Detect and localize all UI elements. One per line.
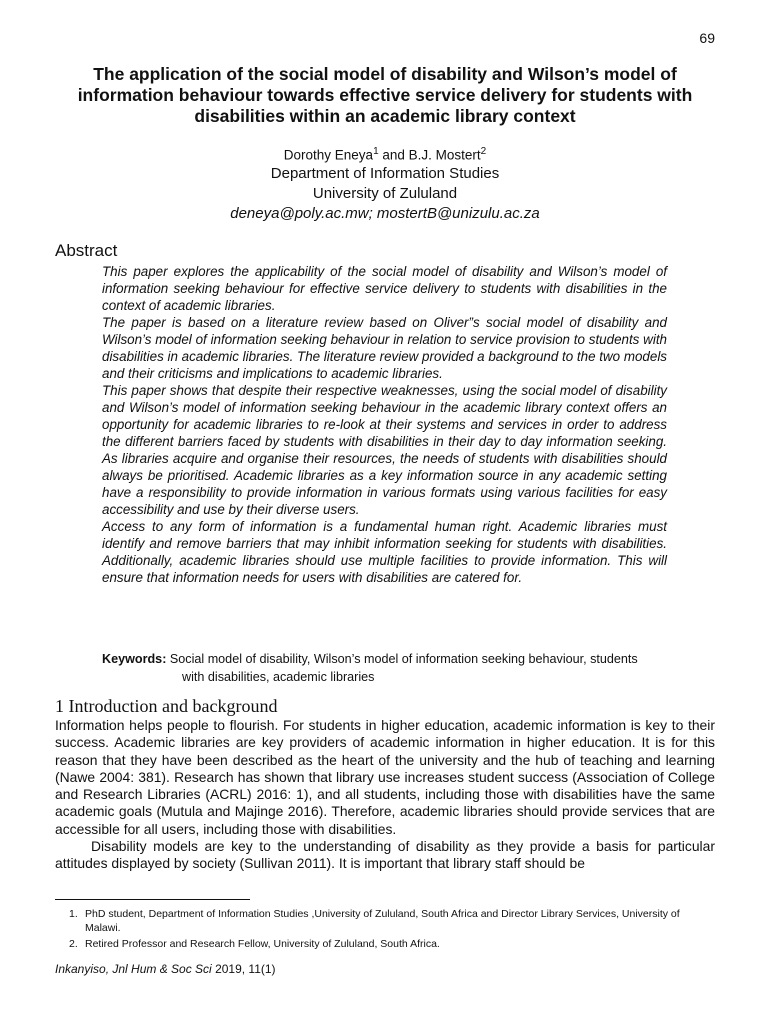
- author-2: B.J. Mostert: [408, 147, 481, 163]
- footnote: [55, 938, 715, 952]
- journal-name: Inkanyiso, Jnl Hum & Soc Sci: [55, 962, 212, 976]
- author-line: [55, 146, 715, 163]
- section-body: [55, 717, 715, 873]
- abstract-heading: Abstract: [55, 241, 118, 260]
- keywords: [102, 650, 702, 686]
- abstract-body: [102, 263, 667, 586]
- keywords-line-2: with disabilities, academic libraries: [182, 670, 375, 684]
- body-paragraph: Information helps people to flourish. For students in higher education, academic information is key to their success. Academic libraries are key providers of academic information in higher education. It is for this reason that they have been described as the heart of the university and the hub of teaching and learning (Nawe 2004: 381). Research has shown that library use increases student success (Association of College and Research Libraries (ACRL) 2016: 1), and all students, including those with disabilities have the same academic goals (Mutula and Majinge 2016). Therefore, academic libraries should provide services that are accessible for all users, including those with disabilities.: [55, 717, 715, 837]
- body-paragraph: Disability models are key to the understanding of disability as they provide a basis for particular attitudes displayed by society (Sullivan 2011). It is important that library staff should be: [55, 838, 715, 872]
- section-heading: 1 Introduction and background: [55, 696, 278, 716]
- footnote: [55, 908, 715, 935]
- footnotes: [55, 908, 715, 955]
- abstract-paragraph: The paper is based on a literature review based on Oliver”s social model of disability and Wilson’s model of information seeking behaviour in relation to service provision to students with disabilities in academic libraries. The literature review provided a background to the two models and their criticisms and implications to academic libraries.: [102, 315, 667, 381]
- footnote-text: PhD student, Department of Information Studies ,University of Zululand, South Africa and Director Library Services, University of Malawi.: [85, 908, 680, 934]
- abstract-paragraph: This paper shows that despite their respective weaknesses, using the social model of disability and Wilson’s model of information seeking behaviour in the academic library context offers an opportunity for academic libraries to re-look at their systems and services in order to address the different barriers faced by students with disabilities in their day to day information seeking. As libraries acquire and organise their resources, the needs of students with disabilities should always be prioritised. Academic libraries as a key information source in any academic setting have a responsibility to provide information in various formats using various facilities for easy accessibility and use by their diverse users.: [102, 383, 667, 517]
- author-1: Dorothy Eneya: [283, 147, 374, 163]
- footnote-number: 1.: [69, 908, 78, 920]
- abstract-paragraph: This paper explores the applicability of the social model of disability and Wilson’s model of information seeking behaviour for effective service delivery to students with disabilities in the context of academic libraries.: [102, 264, 667, 313]
- abstract-paragraph: Access to any form of information is a fundamental human right. Academic libraries must identify and remove barriers that may inhibit information seeking for students with disabilities. Additionally, academic libraries should use multiple facilities to provide information. This will ensure that information needs for users with disabilities are catered for.: [102, 519, 667, 585]
- footnote-text: Retired Professor and Research Fellow, University of Zululand, South Africa.: [85, 938, 440, 950]
- department: Department of Information Studies: [270, 165, 500, 182]
- keywords-label: Keywords:: [102, 652, 167, 666]
- paper-title: The application of the social model of disability and Wilson’s model of information behaviour towards effective service delivery for students with disabilities within an academic library context: [77, 64, 693, 126]
- university: University of Zululand: [312, 185, 458, 202]
- footnote-number: 2.: [69, 938, 78, 950]
- footnote-divider: [55, 899, 250, 900]
- author-conjunction: and: [378, 147, 409, 163]
- author-1-superscript: 1: [373, 146, 379, 157]
- author-2-superscript: 2: [480, 146, 487, 157]
- author-emails: deneya@poly.ac.mw; mostertB@unizulu.ac.za: [230, 205, 540, 222]
- page-number: 69: [699, 30, 715, 46]
- journal-issue: 2019, 11(1): [211, 962, 276, 976]
- keywords-line-1: Social model of disability, Wilson’s model of information seeking behaviour, students: [166, 652, 638, 666]
- journal-citation: [55, 962, 276, 976]
